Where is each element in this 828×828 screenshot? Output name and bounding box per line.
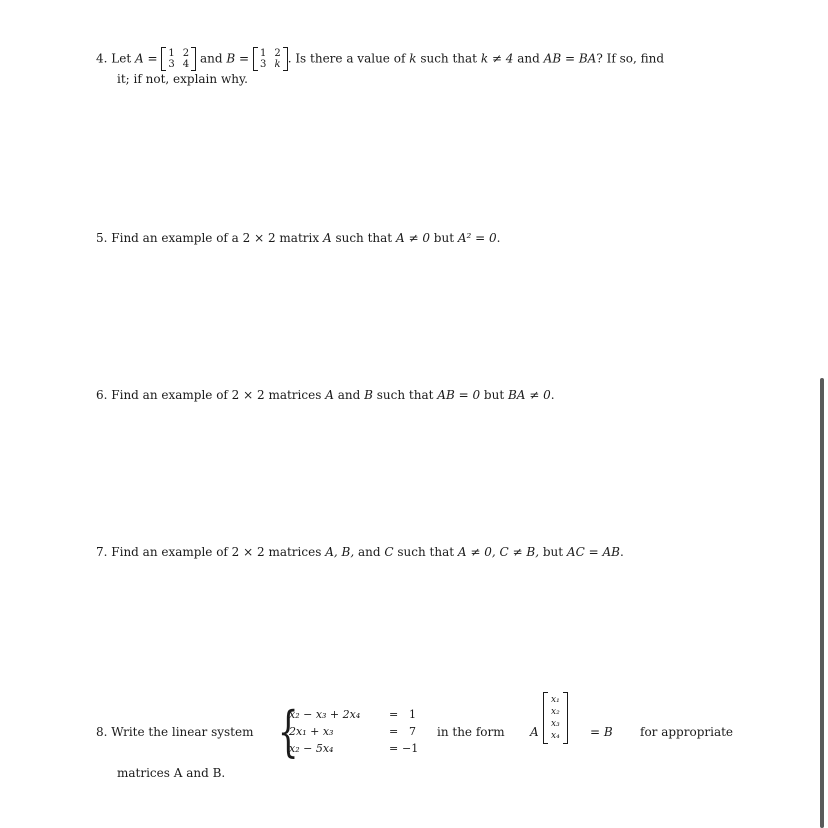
problem-4-line-2: it; if not, explain why. xyxy=(117,72,248,86)
system-eq-signs xyxy=(389,706,398,757)
problem-7 xyxy=(96,545,624,560)
system-brace: { xyxy=(277,700,299,763)
and-word: and xyxy=(337,388,361,402)
if-so: ? If so, find xyxy=(596,51,664,66)
problem-8-number: 8. xyxy=(96,725,108,739)
equation-lhs: 2x₁ + x₃ xyxy=(289,725,334,738)
problem-6 xyxy=(96,388,555,403)
problem-5-cond2: A² = 0 xyxy=(457,231,497,245)
in-the-form: in the form xyxy=(437,725,505,739)
question-start: . Is there a value of xyxy=(287,51,406,66)
problem-8-intro xyxy=(96,725,253,740)
but-word: but xyxy=(483,388,505,402)
form-var-a: A xyxy=(530,725,539,739)
for-appropriate: for appropriate xyxy=(640,725,734,739)
equation-lhs: x₂ − x₃ + 2x₄ xyxy=(289,708,361,721)
eq-sign: = xyxy=(389,708,399,721)
problem-6-text: Find an example of 2 × 2 matrices xyxy=(111,388,322,402)
problem-7-list: A, B, xyxy=(325,545,355,559)
such-that: such that xyxy=(397,545,455,559)
system-lhs xyxy=(289,706,360,757)
matrix-a-cell: 4 xyxy=(182,59,190,70)
problem-7-mat-c: C xyxy=(384,545,394,559)
problem-4-number: 4. xyxy=(96,51,108,66)
matrix-a-cell: 3 xyxy=(168,59,175,70)
problem-7-text: Find an example of 2 × 2 matrices xyxy=(111,545,322,559)
period: . xyxy=(619,545,624,559)
problem-5-number: 5. xyxy=(96,231,108,245)
equation-rhs: −1 xyxy=(402,742,419,755)
equation-lhs: x₂ − 5x₄ xyxy=(289,742,334,755)
equation-rhs: 1 xyxy=(409,708,416,721)
x-vector-entry: x₁ xyxy=(551,695,560,705)
and-word: and xyxy=(199,51,223,66)
such-that: such that xyxy=(420,51,478,66)
matrix-b xyxy=(253,47,288,71)
matrix-a-cell: 2 xyxy=(182,48,190,59)
var-k: k xyxy=(409,51,417,66)
problem-5: 5. Find an example of a 2 × 2 matrix A such that A ≠ 0 but A² = 0. xyxy=(96,231,501,245)
period: . xyxy=(550,388,555,402)
matrix-a-cell: 1 xyxy=(168,48,175,59)
matrix-b-cell: 2 xyxy=(274,48,281,59)
problem-5-text: Find an example of a 2 × 2 matrix xyxy=(111,231,320,245)
problem-6-mat-a: A xyxy=(325,388,334,402)
but-word: but xyxy=(542,545,564,559)
equals-sign: = xyxy=(239,51,250,66)
problem-6-cond: AB = 0 xyxy=(437,388,481,402)
such-that: such that xyxy=(376,388,434,402)
var-b: B xyxy=(226,51,236,66)
problem-8-intro-text: Write the linear system xyxy=(111,725,254,739)
let-word: Let xyxy=(111,51,132,66)
var-a: A xyxy=(135,51,144,66)
eq-sign: = xyxy=(389,725,399,738)
period: . xyxy=(496,231,501,245)
equals-b: = B xyxy=(590,725,613,739)
problem-7-cond: A ≠ 0, C ≠ B, xyxy=(457,545,540,559)
x-vector-entry: x₃ xyxy=(551,719,560,729)
x-vector-entry: x₂ xyxy=(551,707,560,717)
x-vector xyxy=(543,692,568,744)
and-word: and xyxy=(357,545,381,559)
system-rhs xyxy=(402,706,419,757)
problem-6-cond2: BA ≠ 0 xyxy=(507,388,551,402)
problem-8-line-2: matrices A and B. xyxy=(117,766,226,780)
matrix-a xyxy=(161,47,196,71)
vertical-scrollbar[interactable] xyxy=(820,378,824,828)
eq-sign: = xyxy=(389,742,399,755)
matrix-b-cell: k xyxy=(274,59,281,70)
problem-7-cond2: AC = AB xyxy=(566,545,620,559)
ab-eq-ba: AB = BA xyxy=(543,51,597,66)
problem-7-number: 7. xyxy=(96,545,108,559)
x-vector-entry: x₄ xyxy=(551,731,560,741)
equals-sign: = xyxy=(147,51,158,66)
and-word-2: and xyxy=(517,51,540,66)
problem-4-line-1 xyxy=(96,47,664,71)
problem-5-but: but xyxy=(433,231,455,245)
problem-6-mat-b: B xyxy=(364,388,373,402)
matrix-b-cell: 1 xyxy=(259,48,267,59)
equation-rhs: 7 xyxy=(409,725,416,738)
problem-6-number: 6. xyxy=(96,388,108,402)
k-neq-4: k ≠ 4 xyxy=(480,51,514,66)
problem-5-cond: A ≠ 0 xyxy=(395,231,430,245)
matrix-b-cell: 3 xyxy=(259,59,267,70)
